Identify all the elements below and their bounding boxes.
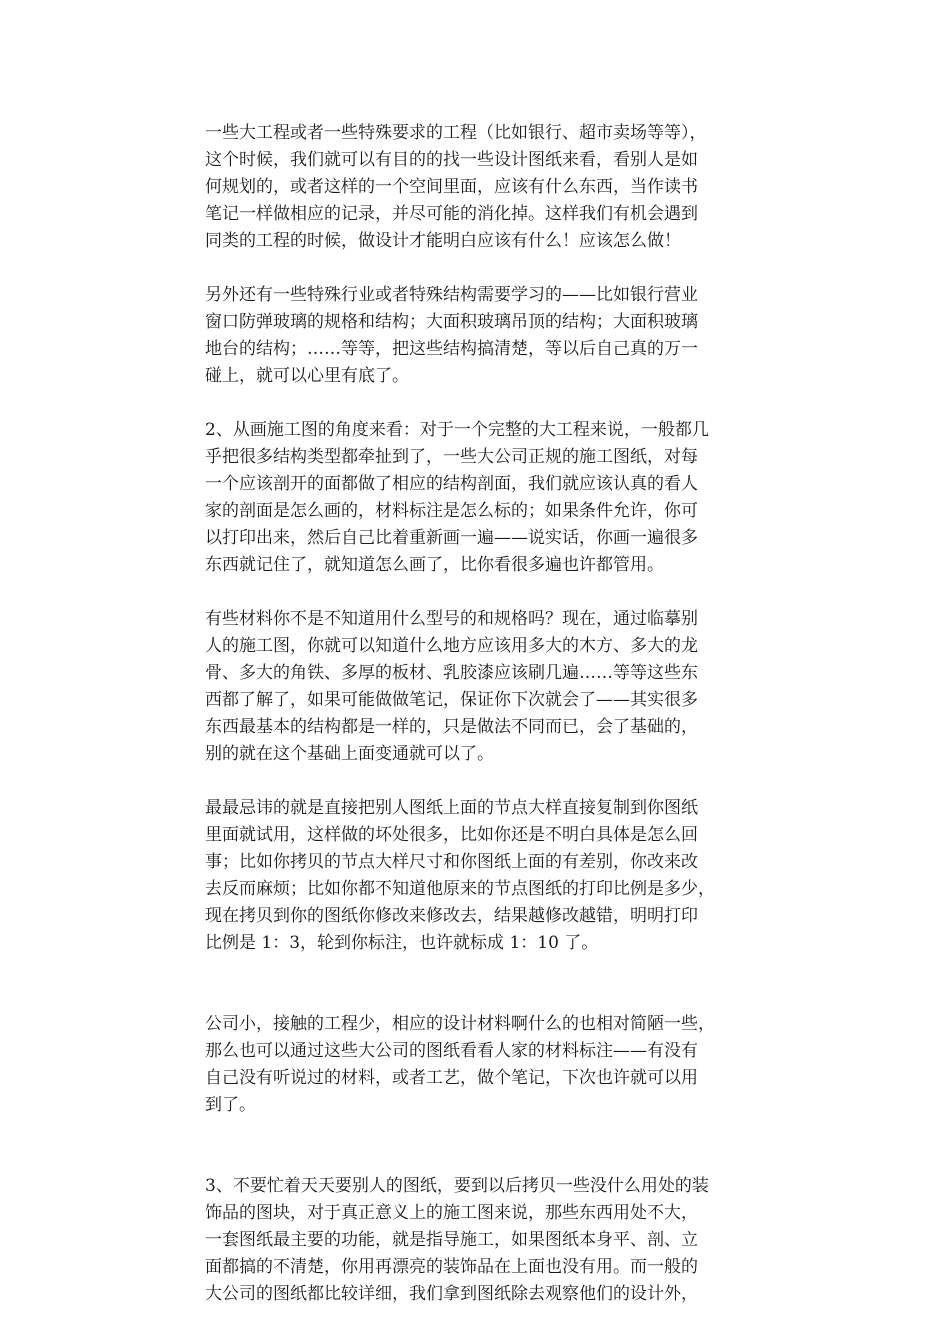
- text-line: 2、从画施工图的角度来看：对于一个完整的大工程来说，一般都几: [205, 420, 709, 440]
- paragraph-drawing-perspective: [205, 417, 755, 579]
- text-line: 去反而麻烦；比如你都不知道他原来的节点图纸的打印比例是多少，: [205, 879, 715, 899]
- paragraph-materials-specs: [205, 606, 755, 768]
- text-line: 人的施工图，你就可以知道什么地方应该用多大的木方、多大的龙: [205, 636, 698, 656]
- text-line: 到了。: [205, 1095, 256, 1115]
- text-line: 同类的工程的时候，做设计才能明白应该有什么！应该怎么做！: [205, 231, 681, 251]
- text-line: 现在拷贝到你的图纸你修改来修改去，结果越修改越错，明明打印: [205, 906, 698, 926]
- text-line: 东西就记住了，就知道怎么画了，比你看很多遍也许都管用。: [205, 555, 664, 575]
- text-line: 大公司的图纸都比较详细，我们拿到图纸除去观察他们的设计外，: [205, 1284, 698, 1304]
- text-line: 何规划的，或者这样的一个空间里面，应该有什么东西，当作读书: [205, 177, 698, 197]
- text-line: 一个应该剖开的面都做了相应的结构剖面，我们就应该认真的看人: [205, 474, 698, 494]
- text-line: 3、不要忙着天天要别人的图纸，要到以后拷贝一些没什么用处的装: [205, 1176, 709, 1196]
- text-line: 骨、多大的角铁、多厚的板材、乳胶漆应该刷几遍……等等这些东: [205, 663, 698, 683]
- text-line: 一套图纸最主要的功能，就是指导施工，如果图纸本身平、剖、立: [205, 1230, 698, 1250]
- text-line: 面都搞的不清楚，你用再漂亮的装饰品在上面也没有用。而一般的: [205, 1257, 698, 1277]
- paragraph-avoid-decorations: [205, 1173, 755, 1308]
- text-line: 东西最基本的结构都是一样的，只是做法不同而已，会了基础的，: [205, 717, 698, 737]
- text-line: 有些材料你不是不知道用什么型号的和规格吗？现在，通过临摹别: [205, 609, 698, 629]
- paragraph-small-company: [205, 1011, 755, 1119]
- text-line: 乎把很多结构类型都牵扯到了，一些大公司正规的施工图纸，对每: [205, 447, 698, 467]
- paragraph-copy-warning: [205, 795, 755, 957]
- text-line: 以打印出来，然后自己比着重新画一遍——说实话，你画一遍很多: [205, 528, 698, 548]
- text-line: 别的就在这个基础上面变通就可以了。: [205, 744, 494, 764]
- paragraph-spacer: [205, 390, 755, 417]
- paragraph-spacer: [205, 255, 755, 282]
- text-line: 公司小，接触的工程少，相应的设计材料啊什么的也相对简陋一些，: [205, 1014, 715, 1034]
- text-line: 一些大工程或者一些特殊要求的工程（比如银行、超市卖场等等），: [205, 123, 707, 143]
- text-line: 笔记一样做相应的记录，并尽可能的消化掉。这样我们有机会遇到: [205, 204, 698, 224]
- text-line: 家的剖面是怎么画的，材料标注是怎么标的；如果条件允许，你可: [205, 501, 698, 521]
- text-line: 西都了解了，如果可能做做笔记，保证你下次就会了——其实很多: [205, 690, 698, 710]
- text-line: 那么也可以通过这些大公司的图纸看看人家的材料标注——有没有: [205, 1041, 698, 1061]
- text-line: 事；比如你拷贝的节点大样尺寸和你图纸上面的有差别，你改来改: [205, 852, 698, 872]
- text-line: 碰上，就可以心里有底了。: [205, 366, 409, 386]
- paragraph-spacer: [205, 768, 755, 795]
- paragraph-spacer: [205, 579, 755, 606]
- document-body: [205, 120, 755, 1308]
- text-line: 比例是 1：3，轮到你标注，也许就标成 1：10 了。: [205, 933, 599, 953]
- paragraph-spacer: [205, 957, 755, 1011]
- text-line: 另外还有一些特殊行业或者特殊结构需要学习的——比如银行营业: [205, 285, 698, 305]
- paragraph-special-structures: [205, 282, 755, 390]
- text-line: 最最忌讳的就是直接把别人图纸上面的节点大样直接复制到你图纸: [205, 798, 698, 818]
- text-line: 这个时候，我们就可以有目的的找一些设计图纸来看，看别人是如: [205, 150, 698, 170]
- text-line: 饰品的图块，对于真正意义上的施工图来说，那些东西用处不大，: [205, 1203, 698, 1223]
- text-line: 自己没有听说过的材料，或者工艺，做个笔记，下次也许就可以用: [205, 1068, 698, 1088]
- paragraph-spacer: [205, 1119, 755, 1173]
- text-line: 地台的结构；……等等，把这些结构搞清楚，等以后自己真的万一: [205, 339, 698, 359]
- text-line: 窗口防弹玻璃的规格和结构；大面积玻璃吊顶的结构；大面积玻璃: [205, 312, 698, 332]
- paragraph-reference-projects: [205, 120, 755, 255]
- text-line: 里面就试用，这样做的坏处很多，比如你还是不明白具体是怎么回: [205, 825, 698, 845]
